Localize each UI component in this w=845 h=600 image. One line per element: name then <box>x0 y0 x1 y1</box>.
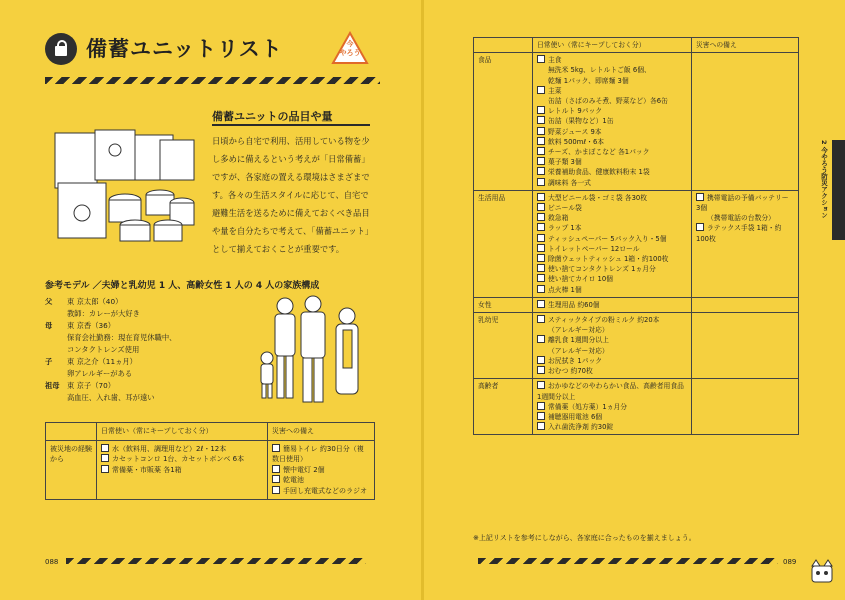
list-item: 簡易トイレ 約30日分（複数日使用） <box>272 444 364 463</box>
table-row <box>474 190 799 297</box>
list-item: トイレットペーパー 12ロール <box>537 244 687 254</box>
daily-cell <box>533 379 692 435</box>
list-item-detail: 無洗米 5kg、レトルトご飯 6個、 <box>548 66 651 75</box>
badge-line1: 今 <box>346 40 354 48</box>
list-item: 除菌ウェットティッシュ 1箱・約100枚 <box>537 254 687 264</box>
row-label: 女性 <box>474 297 533 312</box>
list-item: 常備薬（処方薬）1ヵ月分 <box>537 402 687 412</box>
right-stock-table <box>473 37 799 435</box>
hazard-stripe-bottom <box>66 558 366 564</box>
list-item: 使い捨てコンタクトレンズ 1ヵ月分 <box>537 264 687 274</box>
list-item: おかゆなどのやわらかい食品、高齢者用食品 1週間分以上 <box>537 382 684 401</box>
list-item: 大型ビニール袋・ゴミ袋 各30枚 <box>537 193 687 203</box>
checkbox-icon <box>537 300 545 308</box>
column-header: 災害への備え <box>268 423 375 441</box>
checkbox-icon <box>537 55 545 63</box>
page-number-right: 089 <box>783 558 797 566</box>
family-row: 父 東 京太郎（40） <box>45 297 123 306</box>
checkbox-icon <box>537 223 545 231</box>
mascot-icon <box>806 558 838 584</box>
daily-cell <box>97 440 268 500</box>
daily-cell <box>533 313 692 379</box>
column-header: 日常使い（常にキープしておく分） <box>97 423 268 441</box>
list-item: 手回し充電式などのラジオ <box>272 486 370 497</box>
family-row: 母 東 京香（36） <box>45 321 116 330</box>
checkbox-icon <box>537 422 545 430</box>
checkbox-icon <box>537 356 545 364</box>
disaster-cell <box>692 313 799 379</box>
table-header-row <box>474 38 799 53</box>
lock-icon <box>45 33 77 65</box>
checkbox-icon <box>537 335 545 343</box>
checkbox-icon <box>537 147 545 155</box>
list-item: 補聴器用電池 6個 <box>537 412 687 422</box>
checkbox-icon <box>272 475 280 483</box>
checkbox-icon <box>101 454 109 462</box>
family-row: 高血圧、入れ歯、耳が遠い <box>67 393 155 402</box>
list-item-detail: （アレルギー対応） <box>548 326 609 335</box>
family-row: 教師：カレーが大好き <box>67 309 140 318</box>
list-item: 主食 <box>537 55 687 65</box>
list-item: 使い捨てカイロ 10個 <box>537 274 687 284</box>
family-row: 保育会社勤務：現在育児休職中、 <box>67 333 177 342</box>
disaster-cell <box>268 440 375 500</box>
chapter-tab <box>832 140 845 240</box>
list-item: 点火棒 1個 <box>537 285 687 295</box>
list-item: ラップ 1本 <box>537 223 687 233</box>
checkbox-icon <box>537 366 545 374</box>
checkbox-icon <box>537 213 545 221</box>
badge-line2: やろう <box>339 49 361 57</box>
list-item: 菓子類 3個 <box>537 157 687 167</box>
list-item-detail: （アレルギー対応） <box>548 346 609 355</box>
disaster-cell <box>692 379 799 435</box>
list-item: 飲料 500mℓ・6本 <box>537 137 687 147</box>
column-header: 災害への備え <box>692 38 799 53</box>
checkbox-icon <box>537 402 545 410</box>
checkbox-icon <box>537 412 545 420</box>
checkbox-icon <box>272 465 280 473</box>
left-stock-table <box>45 422 375 500</box>
list-item: 懐中電灯 2個 <box>272 465 370 476</box>
list-item: 救急箱 <box>537 213 687 223</box>
daily-cell <box>533 53 692 191</box>
family-list <box>45 296 176 404</box>
footnote: ※上記リストを参考にしながら、各家庭に合ったものを揃えましょう。 <box>473 534 696 542</box>
section-heading: 備蓄ユニットの品目や量 <box>212 110 333 123</box>
checkbox-icon <box>537 203 545 211</box>
list-item: ラテックス手袋 1箱・約100枚 <box>696 224 782 243</box>
page-number-left: 088 <box>45 558 59 566</box>
list-item: 常備薬・市販薬 各1箱 <box>101 465 263 476</box>
row-label: 生活用品 <box>474 190 533 297</box>
intro-text: 日頃から自宅で利用、活用している物を少し多めに備えるという考えが「日常備蓄」ですが、各家庭の置える環境はさまざまです。各々の生活スタイルに応じて、自宅で避難生活を送るために備えておくべき品目や量を自分たちで考えて、「備蓄ユニット」として揃えておくことが重要です。 <box>212 136 370 254</box>
checkbox-icon <box>537 178 545 186</box>
row-label: 乳幼児 <box>474 313 533 379</box>
list-item: レトルト 9パック <box>537 106 687 116</box>
checkbox-icon <box>537 106 545 114</box>
family-illustration <box>253 292 378 412</box>
list-item: おむつ 約70枚 <box>537 366 687 376</box>
column-header: 日常使い（常にキープしておく分） <box>533 38 692 53</box>
disaster-cell <box>692 297 799 312</box>
page-gutter <box>421 0 424 600</box>
row-label: 食品 <box>474 53 533 191</box>
section-underline <box>212 124 370 126</box>
checkbox-icon <box>537 167 545 175</box>
checkbox-icon <box>537 234 545 242</box>
checkbox-icon <box>537 264 545 272</box>
list-item-detail: 乾麺 1パック、即席麺 3個 <box>548 76 629 85</box>
list-item: スティックタイプの粉ミルク 約20本 <box>537 315 687 325</box>
checkbox-icon <box>272 444 280 452</box>
checkbox-icon <box>696 223 704 231</box>
table-header-row <box>46 423 375 441</box>
row-label: 高齢者 <box>474 379 533 435</box>
table-row <box>474 379 799 435</box>
checkbox-icon <box>537 137 545 145</box>
checkbox-icon <box>537 254 545 262</box>
list-item: 乾電池 <box>272 475 370 486</box>
reference-heading: 参考モデル ／夫婦と乳幼児 1 人、高齢女性 1 人の 4 人の家族構成 <box>45 281 320 291</box>
hazard-stripe <box>45 77 380 84</box>
list-item: ビニール袋 <box>537 203 687 213</box>
list-item-detail: （携帯電話の台数分） <box>707 214 775 223</box>
checkbox-icon <box>537 116 545 124</box>
list-item-detail: 缶詰（さばのみそ煮、野菜など）各6缶 <box>548 97 668 106</box>
list-item: 離乳食 1週間分以上 <box>537 335 687 345</box>
checkbox-icon <box>537 86 545 94</box>
list-item: カセットコンロ 1台、カセットボンベ 6本 <box>101 454 263 465</box>
checkbox-icon <box>537 157 545 165</box>
chapter-label: 2 今やろう防災アクション <box>820 140 828 219</box>
page-title: 備蓄ユニットリスト <box>86 37 283 61</box>
table-row <box>474 297 799 312</box>
list-item: 缶詰（果物など）1缶 <box>537 116 687 126</box>
list-item: 調味料 各一式 <box>537 178 687 188</box>
list-item: 水（飲料用、調理用など）2ℓ・12本 <box>101 444 263 455</box>
checkbox-icon <box>696 193 704 201</box>
stockpile-illustration <box>50 125 200 245</box>
family-row: 卵アレルギーがある <box>67 369 133 378</box>
checkbox-icon <box>537 315 545 323</box>
daily-cell <box>533 190 692 297</box>
checkbox-icon <box>101 465 109 473</box>
checkbox-icon <box>537 274 545 282</box>
table-row <box>46 440 375 500</box>
table-row <box>474 313 799 379</box>
daily-cell <box>533 297 692 312</box>
disaster-cell <box>692 53 799 191</box>
family-row: コンタクトレンズ使用 <box>67 345 140 354</box>
checkbox-icon <box>537 193 545 201</box>
checkbox-icon <box>537 244 545 252</box>
list-item: お尻拭き 1パック <box>537 356 687 366</box>
list-item: 入れ歯洗浄剤 約30錠 <box>537 422 687 432</box>
list-item: ティッシュペーパー 5パック入り・5個 <box>537 234 687 244</box>
row-label: 被災地の経験から <box>46 440 97 500</box>
table-row <box>474 53 799 191</box>
family-row: 子 東 京之介（11ヵ月） <box>45 357 137 366</box>
list-item: 野菜ジュース 9本 <box>537 127 687 137</box>
list-item: 携帯電話の予備バッテリー 3個 <box>696 193 789 213</box>
list-item: 生理用品 約60個 <box>537 300 687 310</box>
checkbox-icon <box>537 127 545 135</box>
checkbox-icon <box>101 444 109 452</box>
list-item: チーズ、かまぼこなど 各1パック <box>537 147 687 157</box>
checkbox-icon <box>537 381 545 389</box>
family-row: 祖母 東 京子（70） <box>45 381 116 390</box>
disaster-cell <box>692 190 799 297</box>
checkbox-icon <box>272 486 280 494</box>
hazard-stripe-bottom <box>478 558 778 564</box>
now-badge <box>331 31 369 65</box>
list-item: 栄養補助食品、健康飲料粉末 1袋 <box>537 167 687 177</box>
list-item: 主菜 <box>537 86 687 96</box>
checkbox-icon <box>537 285 545 293</box>
